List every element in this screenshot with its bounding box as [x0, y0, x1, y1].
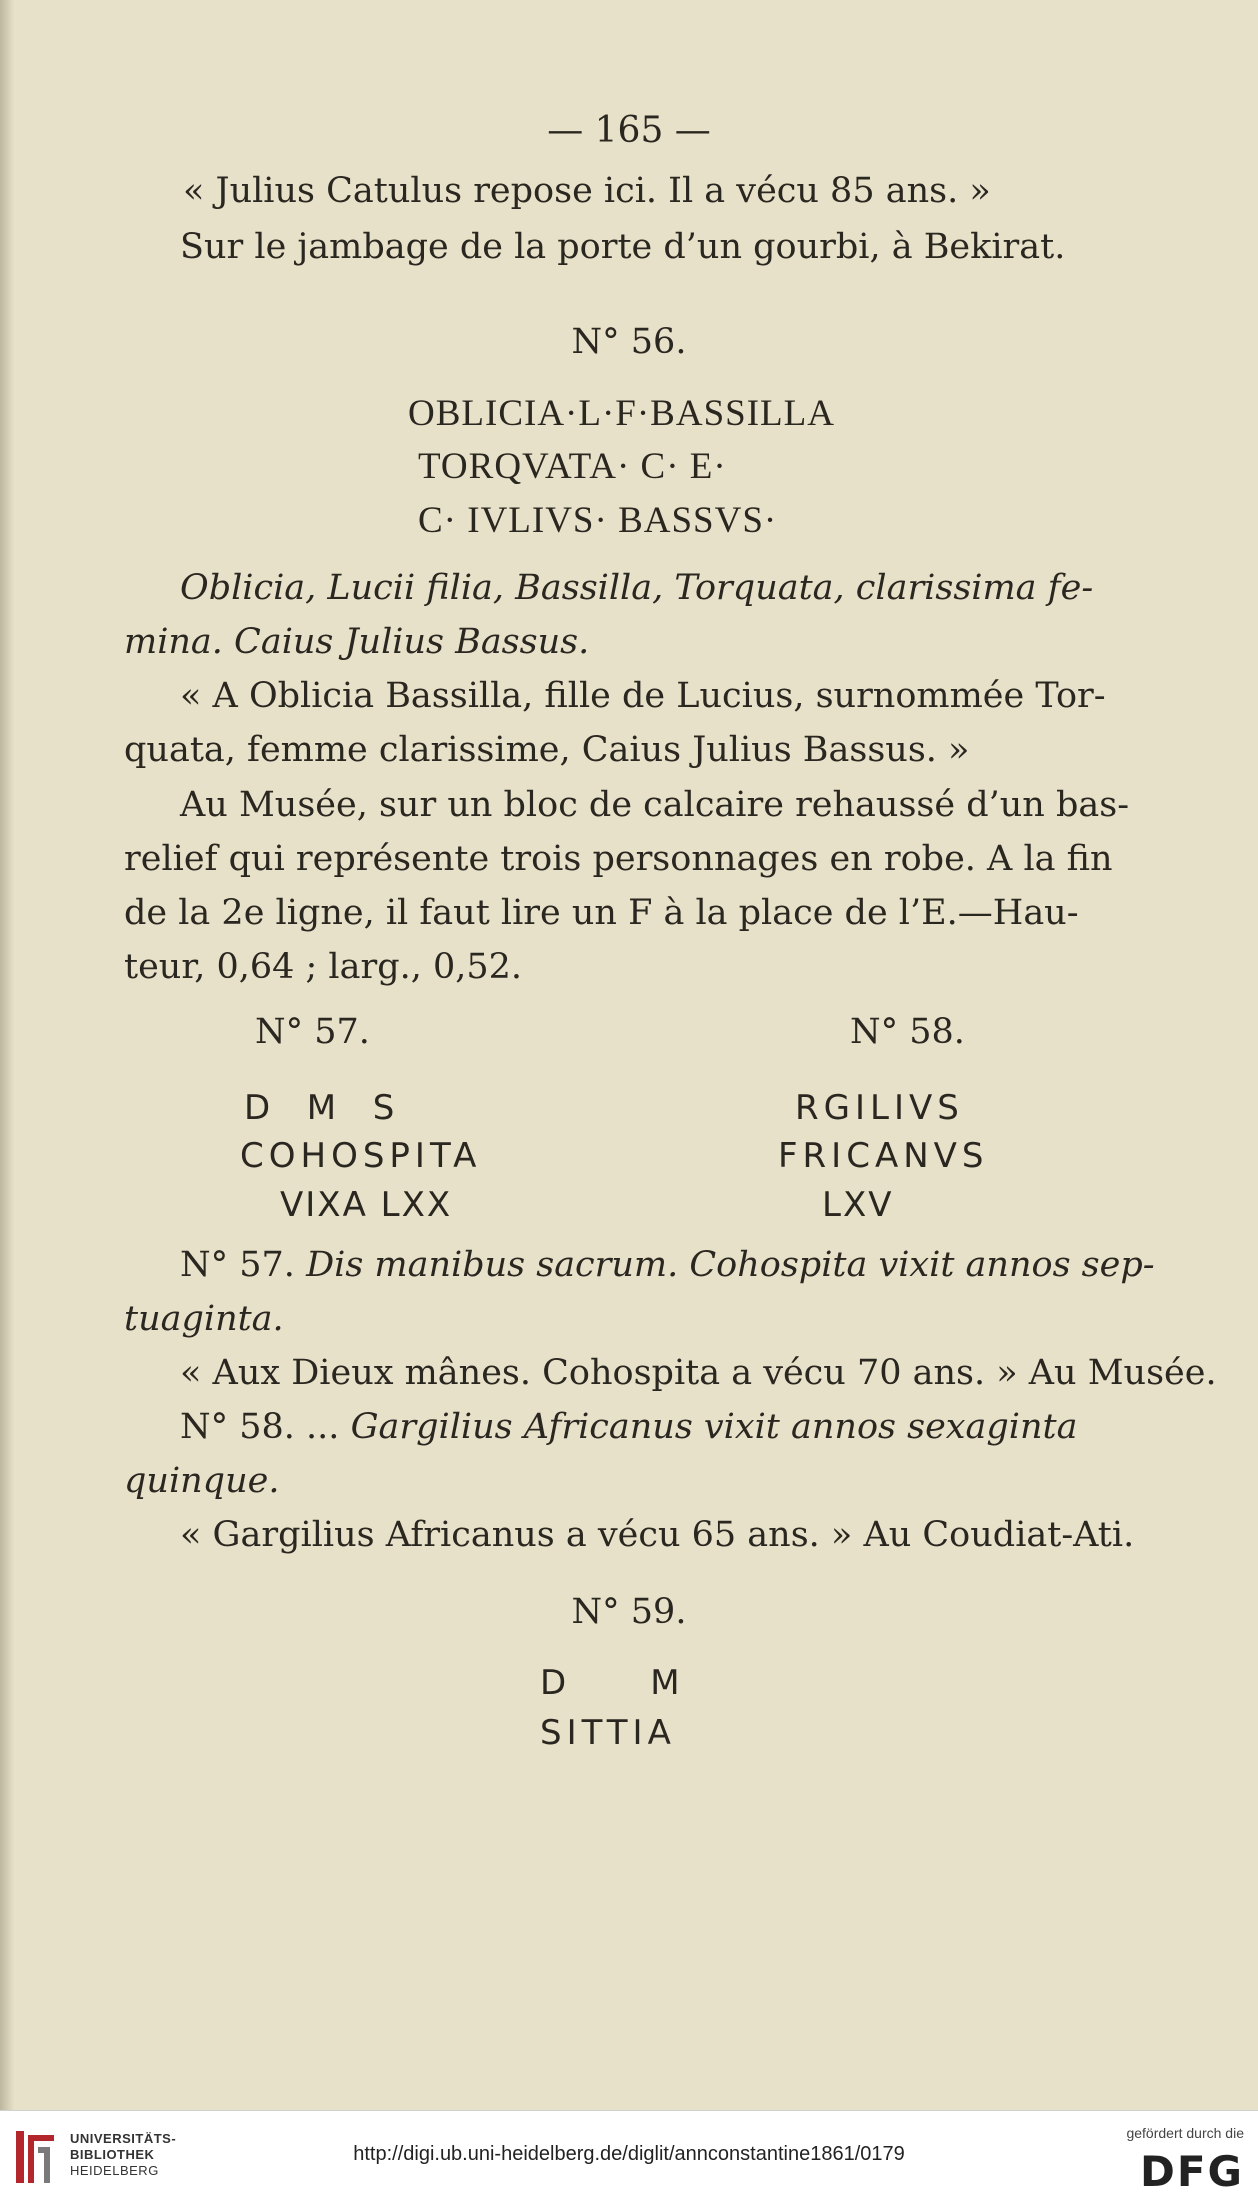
inscription-57-line-3: VIXA LXX: [280, 1185, 453, 1225]
translation-58: « Gargilius Africanus a vécu 65 ans. » Au Coudiat-Ati.: [180, 1515, 1135, 1555]
permalink-url[interactable]: http://digi.ub.uni-heidelberg.de/diglit/annconstantine1861/0179: [353, 2143, 905, 2165]
funding-note: gefördert durch die: [1126, 2125, 1244, 2141]
inscription-57-line-1: D M S: [244, 1088, 400, 1128]
entry-heading-58: N° 58.: [850, 1012, 965, 1052]
entry-label-58-number: N° 58. ...: [180, 1407, 340, 1447]
latin-reading-58: Gargilius Africanus vixit annos sexaginta: [350, 1407, 1078, 1447]
latin-reading-57: tuaginta.: [124, 1299, 284, 1339]
entry-label-57-number: N° 57.: [180, 1245, 295, 1285]
translation-56: « A Oblicia Bassilla, fille de Lucius, surnommée Tor-: [180, 676, 1106, 716]
library-name-line: BIBLIOTHEK: [70, 2147, 155, 2162]
inscription-56-line-1: OBLICIA·L·F·BASSILLA: [408, 393, 835, 434]
translation-57: « Aux Dieux mânes. Cohospita a vécu 70 ans. » Au Musée.: [180, 1353, 1217, 1393]
latin-reading-58: quinque.: [124, 1461, 280, 1501]
scanned-page: [14, 0, 1258, 2110]
inscription-56-line-3: C· IVLIVS· BASSVS·: [418, 500, 778, 541]
translation-56: quata, femme clarissime, Caius Julius Bassus. »: [124, 730, 970, 770]
latin-reading-56: Oblicia, Lucii filia, Bassilla, Torquata, clarissima fe-: [180, 568, 1094, 608]
entry-label-57: [180, 1245, 1155, 1285]
inscription-59-line-2: SITTIA: [540, 1713, 676, 1753]
latin-reading-57: Dis manibus sacrum. Cohospita vixit annos sep-: [306, 1245, 1155, 1285]
entry-label-58: [180, 1407, 1077, 1447]
note-56: Au Musée, sur un bloc de calcaire rehaussé d’un bas-: [180, 785, 1130, 825]
text-line: Sur le jambage de la porte d’un gourbi, à Bekirat.: [180, 227, 1066, 267]
note-56: relief qui représente trois personnages en robe. A la fin: [124, 839, 1113, 879]
entry-heading-59: N° 59.: [571, 1592, 687, 1632]
library-name-line: UNIVERSITÄTS-: [70, 2131, 177, 2146]
page-number: — 165 —: [547, 110, 711, 151]
library-name-line: HEIDELBERG: [70, 2163, 159, 2178]
dfg-logo: DFG: [1139, 2147, 1244, 2196]
inscription-56-line-2: TORQVATA· C· E·: [418, 446, 727, 487]
viewer-footer: [0, 2110, 1258, 2202]
inscription-58-line-2: FRICANVS: [778, 1136, 989, 1176]
note-56: de la 2e ligne, il faut lire un F à la place de l’E.—Hau-: [124, 893, 1079, 933]
latin-reading-56: mina. Caius Julius Bassus.: [124, 622, 590, 662]
entry-heading-56: N° 56.: [571, 322, 687, 362]
entry-heading-57: N° 57.: [255, 1012, 370, 1052]
inscription-57-line-2: COHOSPITA: [240, 1136, 482, 1176]
inscription-58-line-3: LXV: [822, 1185, 894, 1225]
note-56: teur, 0,64 ; larg., 0,52.: [124, 947, 523, 987]
inscription-58-line-1: RGILIVS: [795, 1088, 964, 1128]
inscription-59-line-1: D M: [540, 1663, 685, 1703]
text-line: « Julius Catulus repose ici. Il a vécu 85 ans. »: [183, 171, 991, 211]
page-edge: [0, 0, 14, 2110]
